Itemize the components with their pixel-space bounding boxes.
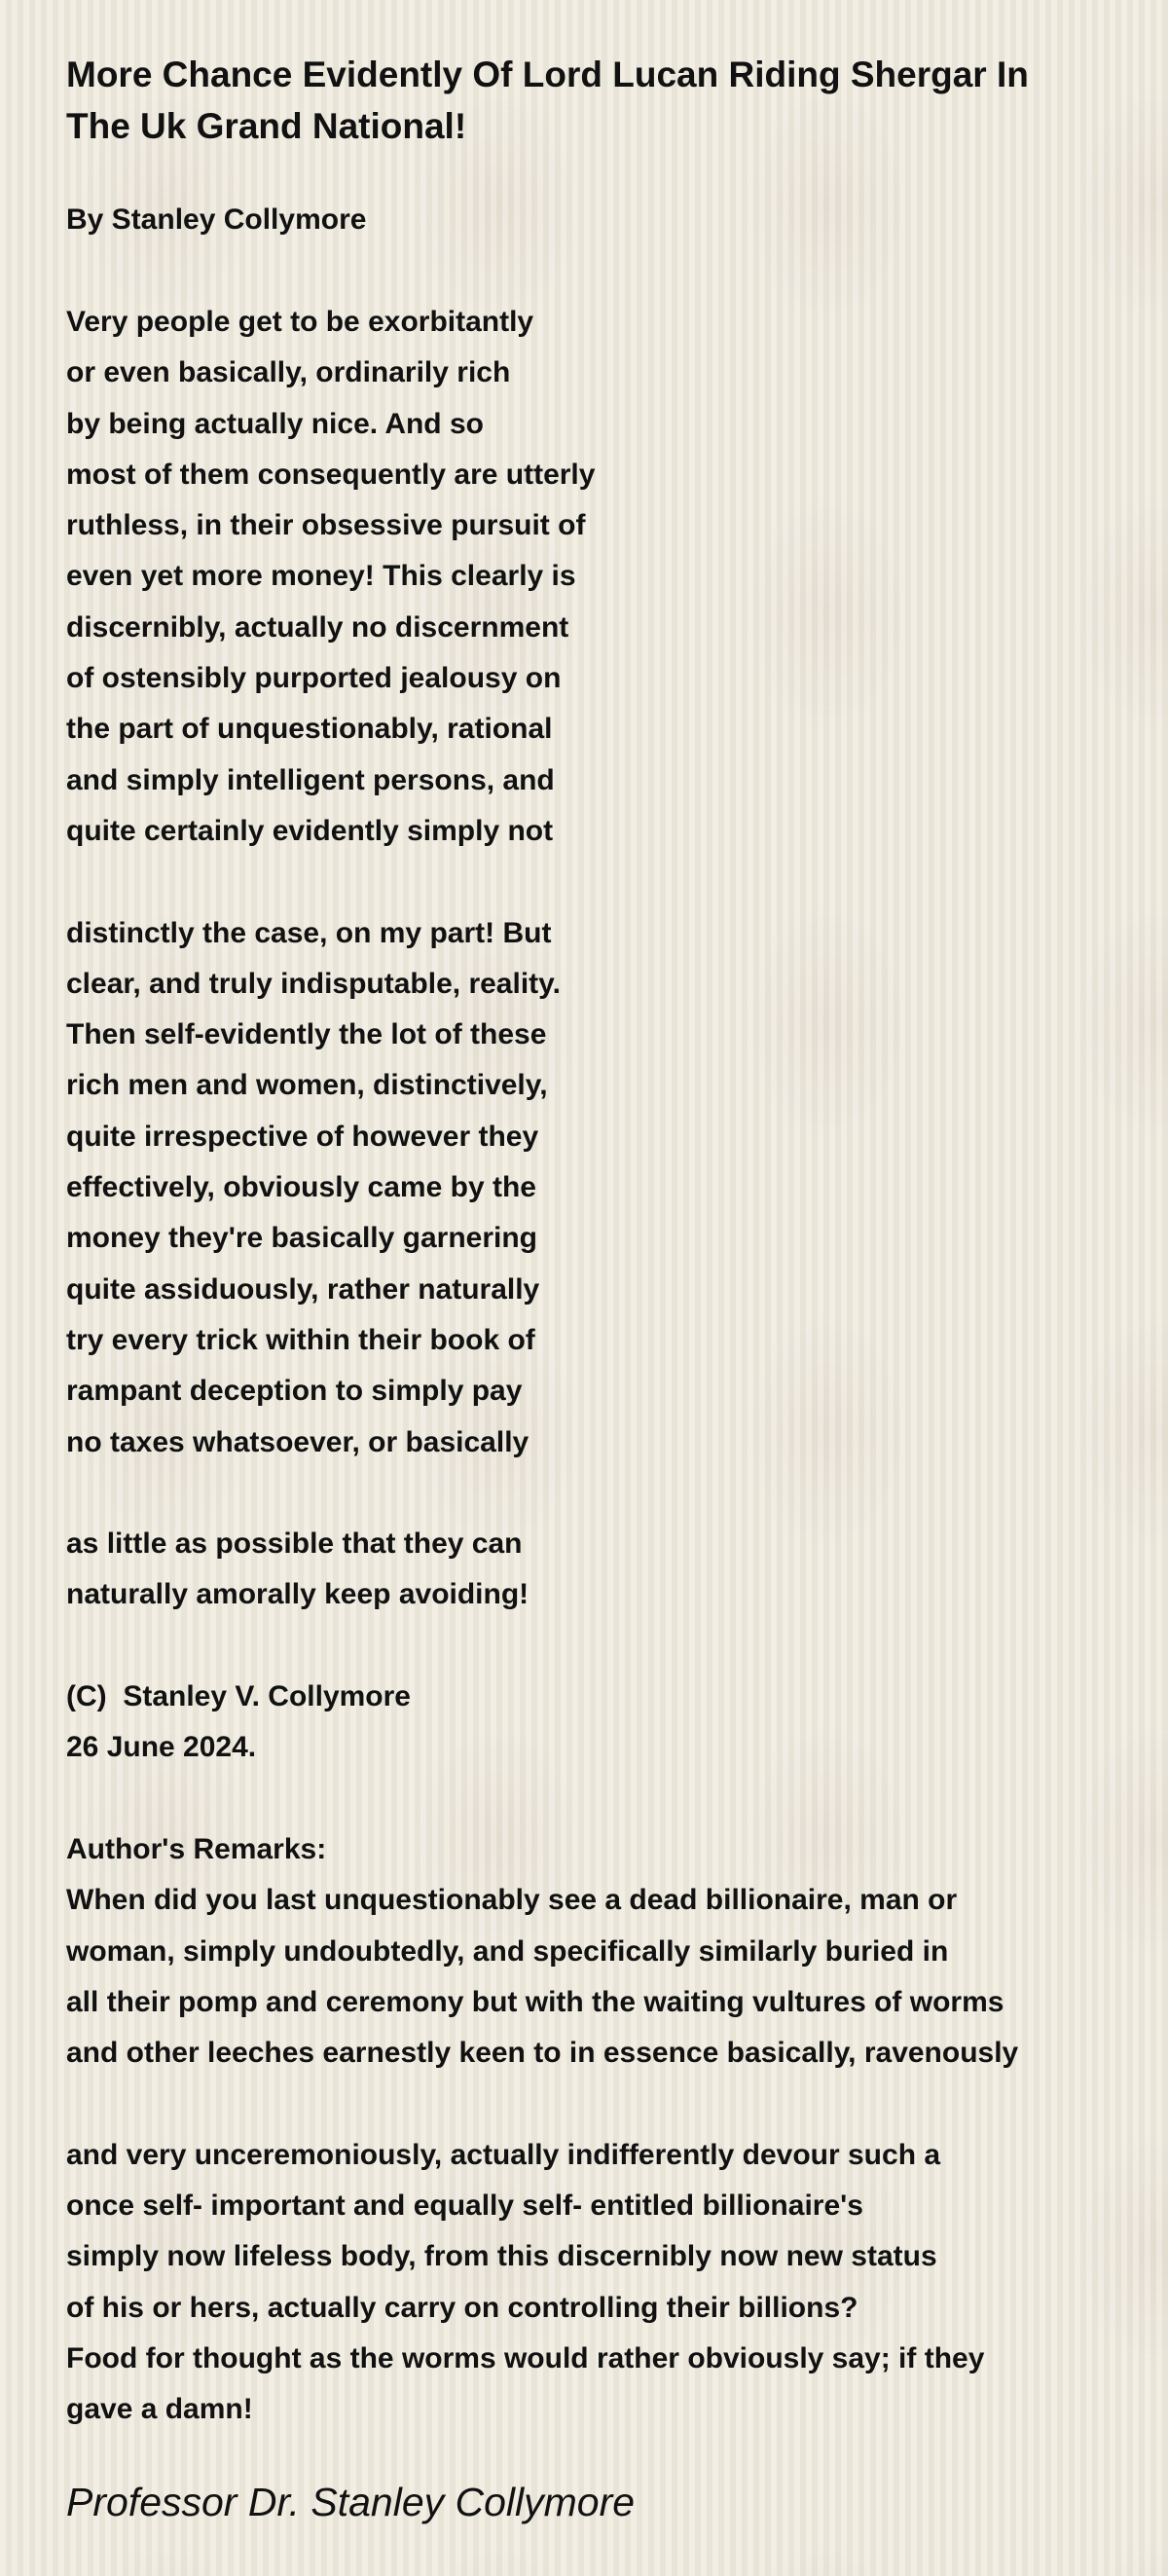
stanza-break [66,1468,1137,1519]
poem-line: as little as possible that they can [66,1527,523,1561]
poem-body [66,297,1137,2435]
poem-line: of ostensibly purported jealousy on [66,662,562,695]
stanza-1 [66,297,1137,857]
remarks-line: woman, simply undoubtedly, and specifically similarly buried in [66,1934,949,1968]
poem-line: try every trick within their book of [66,1323,535,1356]
remarks-line: once self- important and equally self- entitled billionaire's [66,2189,863,2222]
remarks-heading: Author's Remarks: [66,1832,327,1865]
poem-line: quite certainly evidently simply not [66,814,554,847]
poem-line: no taxes whatsoever, or basically [66,1425,529,1458]
remarks-line: Food for thought as the worms would rather obviously say; if they [66,2341,985,2374]
poem-line: distinctly the case, on my part! But [66,916,552,949]
poem-line: Very people get to be exorbitantly [66,306,534,338]
poem-line: rampant deception to simply pay [66,1375,523,1408]
section-break [66,1774,1137,1824]
poem-line: quite assiduously, rather naturally [66,1272,540,1306]
remarks-line: simply now lifeless body, from this discernibly now new status [66,2240,937,2273]
stanza-break [66,1621,1137,1672]
poem-line: clear, and truly indisputable, reality. [66,967,561,1000]
remarks-line: and very unceremoniously, actually indifferently devour such a [66,2138,941,2171]
remarks-line: of his or hers, actually carry on controlling their billions? [66,2291,858,2324]
remarks-line: all their pomp and ceremony but with the waiting vultures of worms [66,1985,1004,2018]
poem-line: by being actually nice. And so [66,407,484,440]
poem-byline: By Stanley Collymore [66,203,367,236]
poem-line: rich men and women, distinctively, [66,1069,548,1102]
copyright-block [66,1672,1137,1774]
copyright-line: (C) Stanley V. Collymore [66,1680,411,1713]
stanza-2 [66,908,1137,1468]
poem-line: most of them consequently are utterly [66,458,596,491]
poem-line: effectively, obviously came by the [66,1171,536,1204]
poem-line: or even basically, ordinarily rich [66,356,511,389]
date-line: 26 June 2024. [66,1731,257,1764]
poem-line: ruthless, in their obsessive pursuit of [66,509,586,542]
author-remarks [66,1824,1137,2079]
poem-line: discernibly, actually no discernment [66,610,569,644]
stanza-break [66,857,1137,907]
remarks-line: When did you last unquestionably see a dead billionaire, man or [66,1884,958,1917]
remarks-line: and other leeches earnestly keen to in essence basically, ravenously [66,2037,1019,2070]
author-signature: Professor Dr. Stanley Collymore [66,2480,636,2524]
poem-line: quite irrespective of however they [66,1120,539,1153]
poem-line: and simply intelligent persons, and [66,763,555,796]
poem-line: money they're basically garnering [66,1222,537,1255]
poem-title: More Chance Evidently Of Lord Lucan Riding Shergar In The Uk Grand National! [66,55,1029,146]
stanza-3 [66,1519,1137,1621]
remarks-line: gave a damn! [66,2393,253,2426]
poem-line: the part of unquestionably, rational [66,713,553,746]
poem-line: naturally amorally keep avoiding! [66,1578,529,1611]
poem-line: Then self-evidently the lot of these [66,1018,547,1051]
paragraph-break [66,2079,1137,2129]
poem-line: even yet more money! This clearly is [66,560,576,593]
author-remarks-continued [66,2130,1137,2436]
